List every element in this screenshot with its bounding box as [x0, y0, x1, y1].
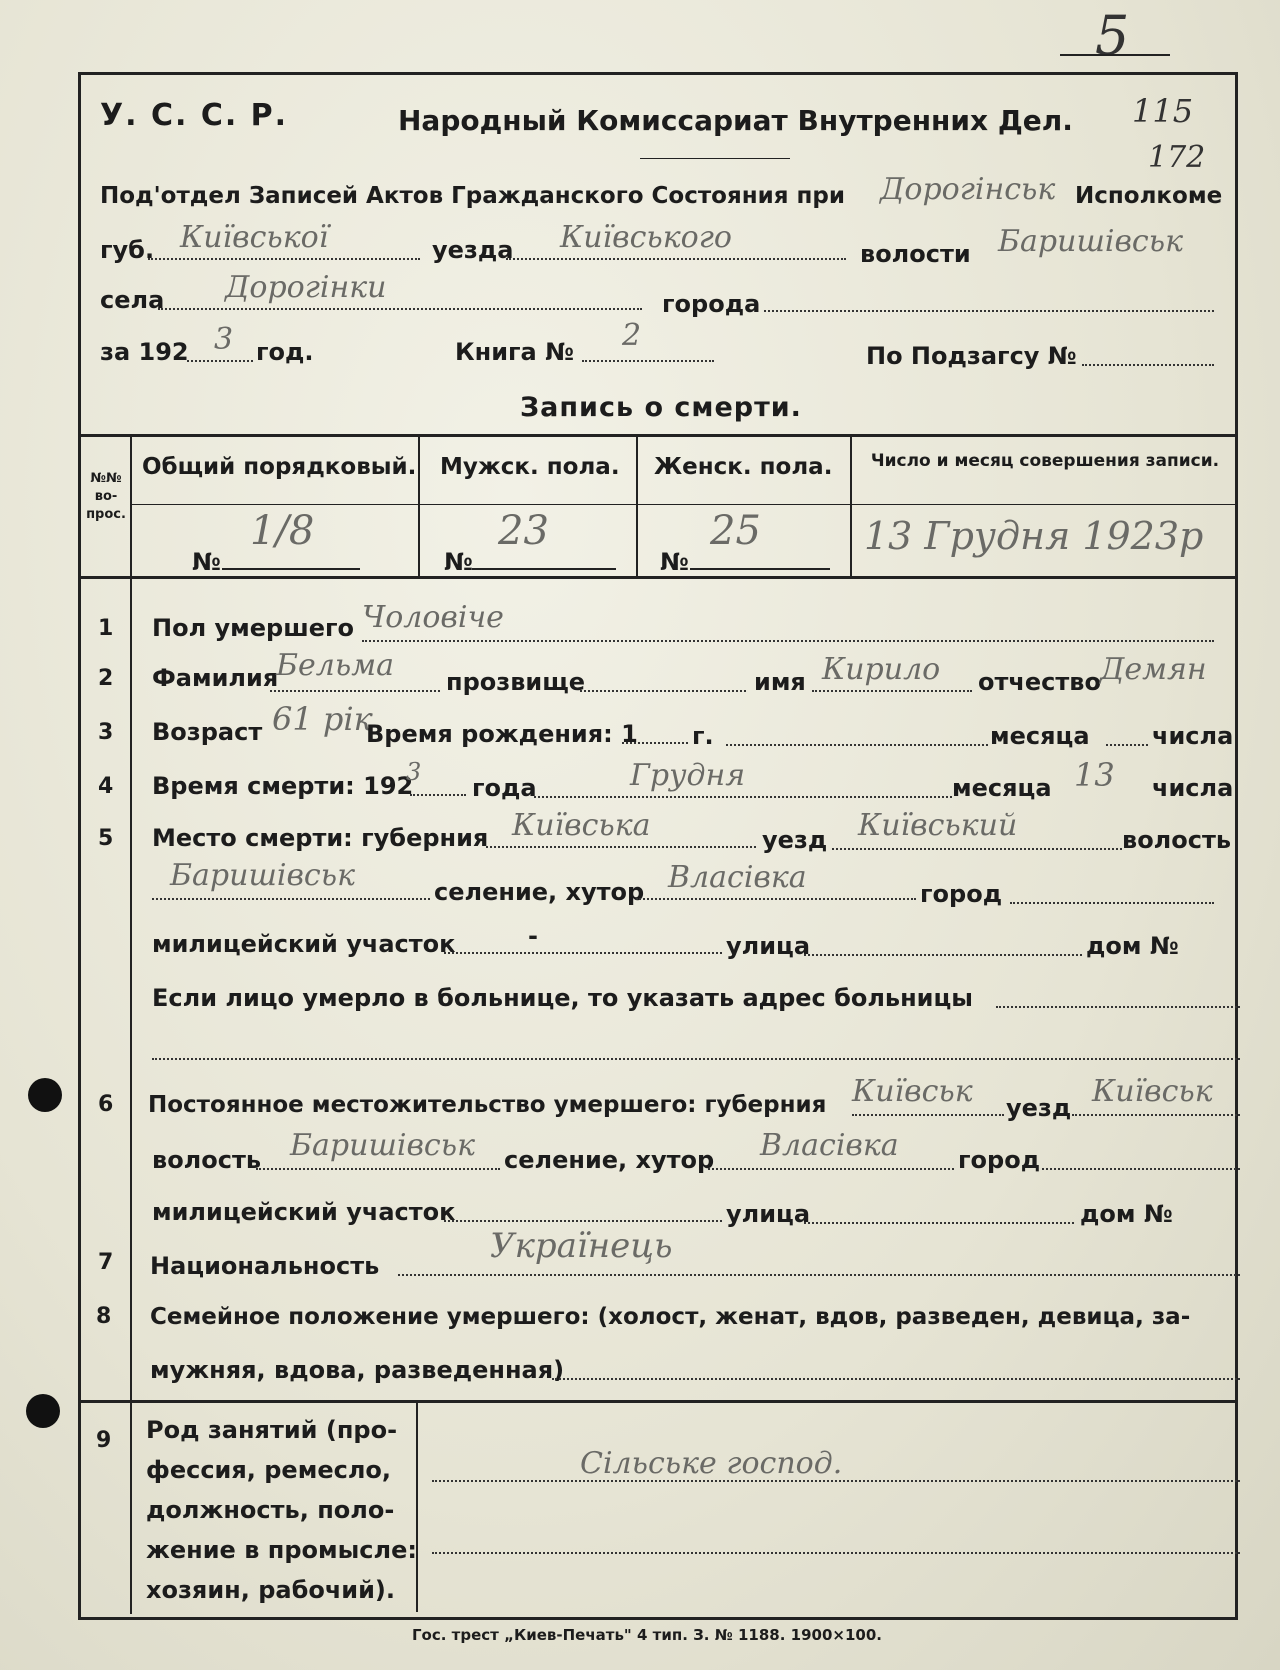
patronymic-value: Демян — [1100, 652, 1207, 687]
uezd-line — [506, 258, 846, 260]
record-title: Запись о смерти. — [520, 392, 802, 423]
hospital-line-1 — [996, 1006, 1240, 1008]
header-rule — [640, 158, 790, 159]
nationality-line — [398, 1274, 1240, 1276]
death-time-label: Время смерти: 192 — [152, 772, 414, 800]
death-police-line — [444, 952, 722, 954]
female-number-value: 25 — [710, 508, 761, 554]
printer-footer: Гос. трест „Киев-Печать" 4 тип. З. № 1188. 1900×100. — [412, 1626, 882, 1644]
death-year-line — [410, 794, 466, 796]
male-no-line — [472, 568, 616, 570]
birth-time-label: Время рождения: 1 — [366, 720, 638, 748]
birth-day-label: числа — [1152, 722, 1234, 750]
volost-value: Баришівськ — [998, 224, 1183, 259]
subdepartment-label: Под'отдел Записей Актов Гражданского Состояния при — [100, 183, 846, 209]
hospital-line-2 — [152, 1058, 1240, 1060]
death-gub-line — [486, 846, 756, 848]
table-top-rule — [81, 434, 1235, 437]
death-village-line — [636, 898, 916, 900]
general-number-header: Общий порядковый. — [142, 454, 417, 480]
birth-month-line — [726, 744, 988, 746]
death-month-value: Грудня — [630, 758, 746, 793]
god-label: год. — [256, 338, 314, 366]
residence-volost-value: Баришівськ — [290, 1128, 475, 1163]
residence-street-line — [804, 1222, 1074, 1224]
occupation-label-3: должность, поло- — [146, 1496, 395, 1524]
occupation-label-5: хозяин, рабочий). — [146, 1576, 396, 1604]
death-volost-label: волость — [1122, 826, 1232, 854]
selo-value: Дорогінки — [225, 270, 387, 305]
head-divider-2 — [636, 434, 638, 576]
row-3-number: 3 — [98, 720, 114, 745]
death-volost-line — [152, 898, 430, 900]
death-street-line — [804, 954, 1082, 956]
year-label: за 192 — [100, 338, 189, 366]
row-5-number: 5 — [98, 826, 114, 851]
book-value: 2 — [622, 318, 642, 353]
surname-value: Бельма — [276, 648, 394, 683]
record-date-value: 13 Грудня 1923р — [864, 514, 1204, 558]
residence-uezd-value: Київськ — [1092, 1074, 1213, 1109]
general-number-value: 1/8 — [250, 508, 315, 554]
death-day-value: 13 — [1074, 756, 1115, 794]
gorod-line — [764, 310, 1214, 312]
death-village-value: Власівка — [668, 860, 807, 895]
subdepartment-value: Дорогінськ — [880, 172, 1056, 207]
surname-line — [270, 690, 440, 692]
female-header: Женск. пола. — [654, 454, 833, 480]
death-uezd-value: Київський — [858, 808, 1018, 843]
residence-city-label: город — [958, 1146, 1041, 1174]
death-city-label: город — [920, 880, 1003, 908]
death-police-label: милицейский участок — [152, 930, 456, 958]
death-year-value: 3 — [406, 758, 422, 786]
residence-city-line — [1042, 1168, 1240, 1170]
gub-label: губ. — [100, 236, 155, 264]
book-line — [582, 360, 714, 362]
row-1-number: 1 — [98, 616, 114, 641]
sex-value: Чоловіче — [362, 600, 504, 635]
residence-label: Постоянное местожительство умершего: губерния — [148, 1092, 827, 1118]
residence-house-label: дом № — [1080, 1200, 1173, 1228]
record-date-header: Число и месяц совершения записи. — [870, 451, 1220, 471]
first-name-line — [812, 690, 972, 692]
death-year-label: года — [472, 774, 537, 802]
question-column-rule — [130, 434, 132, 1614]
question-number-header: №№ во-прос. — [86, 471, 126, 522]
residence-village-line — [708, 1168, 954, 1170]
corner-number-bottom: 172 — [1148, 140, 1206, 175]
death-uezd-label: уезд — [762, 826, 828, 854]
row-4-number: 4 — [98, 774, 114, 799]
page-number: 5 — [1095, 4, 1130, 67]
year-line — [187, 360, 253, 362]
residence-gub-value: Київськ — [852, 1074, 973, 1109]
death-house-label: дом № — [1086, 932, 1179, 960]
row-9-top-rule — [81, 1400, 1235, 1403]
death-month-line — [534, 796, 952, 798]
podzags-line — [1082, 364, 1214, 366]
podzags-label: По Подзагсу № — [866, 342, 1077, 370]
nationality-value: Українець — [490, 1226, 673, 1266]
death-village-label: селение, хутор — [434, 878, 645, 906]
hospital-label: Если лицо умерло в больнице, то указать адрес больницы — [152, 984, 973, 1012]
row-8-number: 8 — [96, 1304, 112, 1329]
corner-number-top: 115 — [1132, 92, 1194, 130]
volost-label: волости — [860, 240, 971, 268]
patronymic-label: отчество — [978, 668, 1101, 696]
death-street-label: улица — [726, 932, 811, 960]
residence-volost-label: волость — [152, 1146, 262, 1174]
uezd-label: уезда — [432, 236, 514, 264]
residence-uezd-label: уезд — [1006, 1094, 1072, 1122]
general-no-sign: № — [192, 548, 221, 576]
male-header: Мужск. пола. — [440, 454, 620, 480]
birth-year-line — [622, 742, 688, 744]
male-number-value: 23 — [498, 508, 549, 554]
first-name-value: Кирило — [822, 652, 941, 687]
occupation-label-2: фессия, ремесло, — [146, 1456, 392, 1484]
birth-month-label: месяца — [990, 722, 1090, 750]
residence-village-label: селение, хутор — [504, 1146, 715, 1174]
row-2-number: 2 — [98, 666, 114, 691]
residence-village-value: Власівка — [760, 1128, 899, 1163]
age-label: Возраст — [152, 718, 263, 746]
selo-line — [158, 308, 642, 310]
nationality-label: Национальность — [150, 1252, 380, 1280]
female-no-sign: № — [660, 548, 689, 576]
uezd-value: Київського — [560, 220, 732, 255]
punch-hole-upper — [28, 1078, 62, 1112]
residence-police-line — [444, 1220, 722, 1222]
general-no-line — [222, 568, 360, 570]
row-6-number: 6 — [98, 1092, 114, 1117]
occupation-value: Сільське господ. — [580, 1446, 843, 1481]
death-month-label: месяца — [952, 774, 1052, 802]
book-label: Книга № — [455, 338, 574, 366]
death-city-line — [1010, 902, 1214, 904]
death-day-label: числа — [1152, 774, 1234, 802]
head-bottom-rule — [81, 576, 1235, 579]
nickname-line — [580, 690, 746, 692]
residence-uezd-line — [1072, 1114, 1240, 1116]
gub-value: Київської — [180, 220, 329, 255]
residence-street-label: улица — [726, 1200, 811, 1228]
first-name-label: имя — [754, 668, 806, 696]
marital-label-line-2: мужняя, вдова, разведенная) — [150, 1356, 565, 1384]
death-police-value: - — [528, 922, 538, 950]
death-uezd-line — [832, 848, 1122, 850]
row-7-number: 7 — [98, 1250, 114, 1275]
head-divider-1 — [418, 434, 420, 576]
residence-gub-line — [852, 1114, 1004, 1116]
occupation-line-2 — [432, 1552, 1240, 1554]
residence-volost-line — [256, 1168, 500, 1170]
punch-hole-lower — [26, 1394, 60, 1428]
gorod-label: города — [662, 290, 761, 318]
birth-day-line — [1106, 744, 1148, 746]
head-mid-rule — [130, 504, 1235, 505]
residence-police-label: милицейский участок — [152, 1198, 456, 1226]
year-value: 3 — [214, 322, 234, 357]
gub-line — [148, 258, 420, 260]
head-divider-3 — [850, 434, 852, 576]
surname-label: Фамилия — [152, 664, 279, 692]
death-place-label: Место смерти: губерния — [152, 824, 489, 852]
sex-label: Пол умершего — [152, 614, 355, 642]
birth-year-suffix: г. — [692, 722, 714, 750]
marital-line — [552, 1378, 1240, 1380]
death-volost-value: Баришівськ — [170, 858, 355, 893]
selo-label: села — [100, 286, 165, 314]
page-number-underline — [1060, 54, 1170, 56]
death-gub-value: Київська — [512, 808, 651, 843]
sex-line — [362, 640, 1214, 642]
occupation-label-4: жение в промысле: — [146, 1536, 417, 1564]
commissariat-title: Народный Комиссариат Внутренних Дел. — [398, 104, 1073, 137]
female-no-line — [690, 568, 830, 570]
row-9-divider — [416, 1400, 418, 1612]
ispolkom-label: Исполкоме — [1075, 183, 1223, 209]
age-value: 61 рік — [272, 700, 373, 738]
male-no-sign: № — [444, 548, 473, 576]
marital-label-line-1: Семейное положение умершего: (холост, женат, вдов, разведен, девица, за- — [150, 1304, 1191, 1330]
nickname-label: прозвище — [446, 668, 586, 696]
republic-title: У. С. С. Р. — [100, 98, 289, 133]
occupation-label-1: Род занятий (про- — [146, 1416, 398, 1444]
row-9-number: 9 — [96, 1428, 112, 1453]
